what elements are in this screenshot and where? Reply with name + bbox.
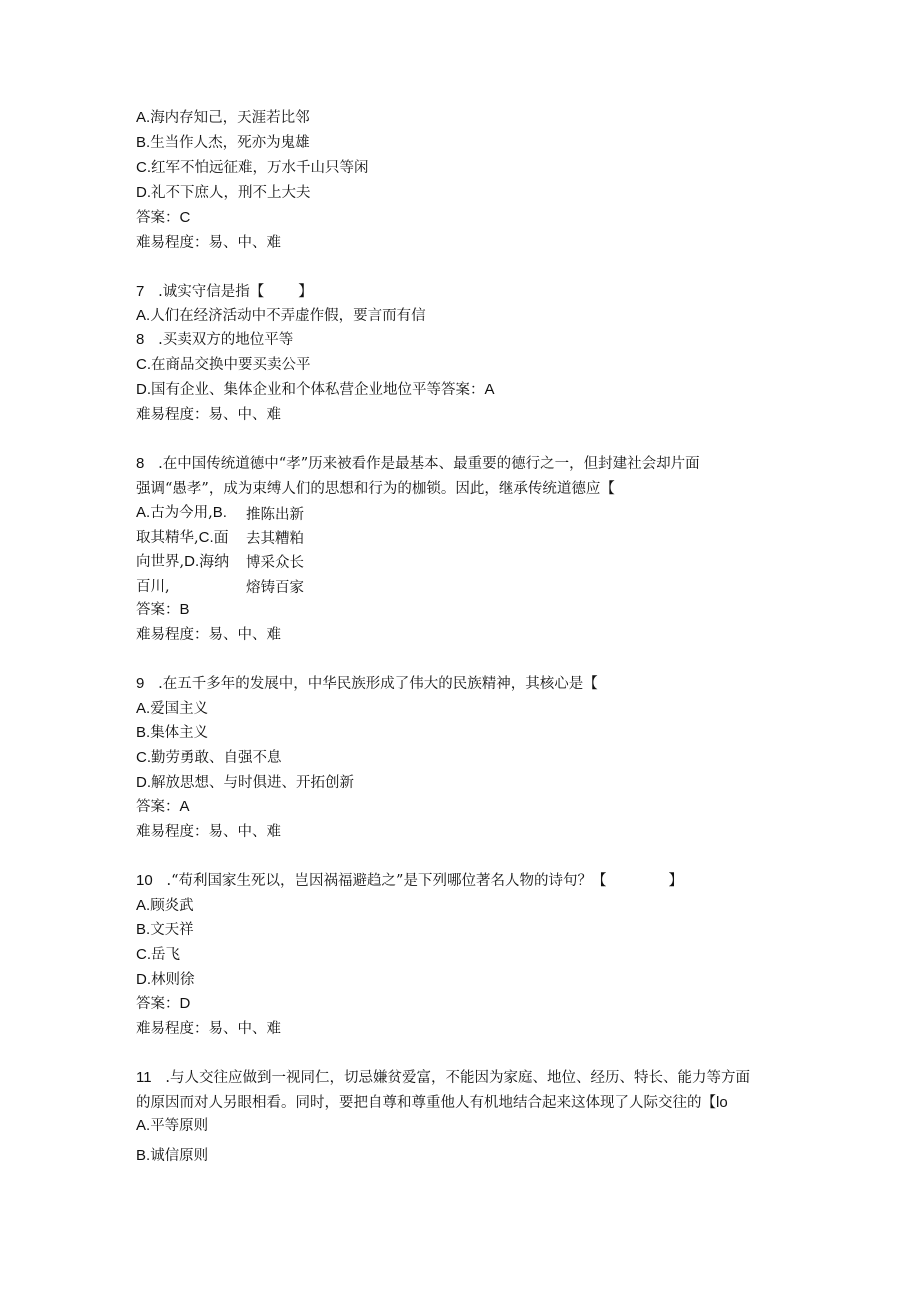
q10-option-d: D.林则徐 (136, 971, 195, 988)
q8-left-row-3: 向世界,D.海纳 (136, 553, 230, 570)
prev-difficulty: 难易程度：易、中、难 (136, 235, 281, 251)
q11-stem-line1: 11 .与人交往应做到一视同仁，切忌嫌贫爱富，不能因为家庭、地位、经历、特长、能力等方面 (136, 1069, 751, 1086)
q8-difficulty: 难易程度：易、中、难 (136, 627, 281, 643)
q10-option-a: A.顾炎武 (136, 897, 194, 914)
q10-option-c: C.岳飞 (136, 946, 180, 963)
q10-difficulty: 难易程度：易、中、难 (136, 1021, 281, 1037)
q8-right-row-1: 推陈出新 (246, 507, 304, 523)
q7-option-c: C.在商品交换中要买卖公平 (136, 356, 311, 373)
q8-left-row-2: 取其精华,C.面 (136, 529, 229, 546)
q8-right-row-3: 博采众长 (246, 555, 304, 571)
q8-stem-line2: 强调“愚孝”，成为束缚人们的思想和行为的枷锁。因此，继承传统道德应【 (136, 481, 615, 497)
prev-option-b: B.生当作人杰，死亦为鬼雄 (136, 134, 310, 151)
q7-option-d-answer: D.国有企业、集体企业和个体私营企业地位平等答案：A (136, 381, 495, 398)
q8-left-row-4: 百川, (136, 579, 170, 595)
prev-option-a: A.海内存知己，天涯若比邻 (136, 109, 310, 126)
q8-left-row-1: A.古为今用,B. (136, 504, 227, 521)
q7-stem: 7 .诚实守信是指【 】 (136, 283, 313, 300)
q10-option-b: B.文天祥 (136, 921, 194, 938)
q9-answer: 答案：A (136, 798, 190, 815)
prev-option-c: C.红军不怕远征难，万水千山只等闲 (136, 159, 369, 176)
q8-right-row-2: 去其糟粕 (246, 531, 304, 547)
q11-option-a: A.平等原则 (136, 1117, 209, 1134)
q11-option-b: B.诚信原则 (136, 1147, 209, 1164)
prev-answer: 答案：C (136, 209, 191, 226)
q7-option-b: 8 .买卖双方的地位平等 (136, 331, 294, 348)
q8-right-row-4: 熔铸百家 (246, 580, 304, 596)
q9-option-a: A.爱国主义 (136, 700, 209, 717)
q10-stem: 10 .“苟利国家生死以，岂因祸福避趋之”是下列哪位著名人物的诗句？【 】 (136, 872, 683, 889)
prev-option-d: D.礼不下庶人，刑不上大夫 (136, 184, 311, 201)
q7-option-a: A.人们在经济活动中不弄虚作假，要言而有信 (136, 307, 426, 324)
q9-difficulty: 难易程度：易、中、难 (136, 824, 281, 840)
q11-stem-line2: 的原因而对人另眼相看。同时，要把自尊和尊重他人有机地结合起来这体现了人际交往的【lo (136, 1094, 728, 1111)
q9-stem: 9 .在五千多年的发展中，中华民族形成了伟大的民族精神，其核心是【 (136, 675, 598, 692)
q8-stem-line1: 8 .在中国传统道德中“孝”历来被看作是最基本、最重要的德行之一，但封建社会却片面 (136, 455, 700, 472)
q9-option-b: B.集体主义 (136, 724, 209, 741)
q8-answer: 答案：B (136, 601, 190, 618)
q7-difficulty: 难易程度：易、中、难 (136, 407, 281, 423)
q9-option-d: D.解放思想、与时俱进、开拓创新 (136, 774, 354, 791)
q9-option-c: C.勤劳勇敢、自强不息 (136, 749, 282, 766)
q10-answer: 答案：D (136, 995, 191, 1012)
